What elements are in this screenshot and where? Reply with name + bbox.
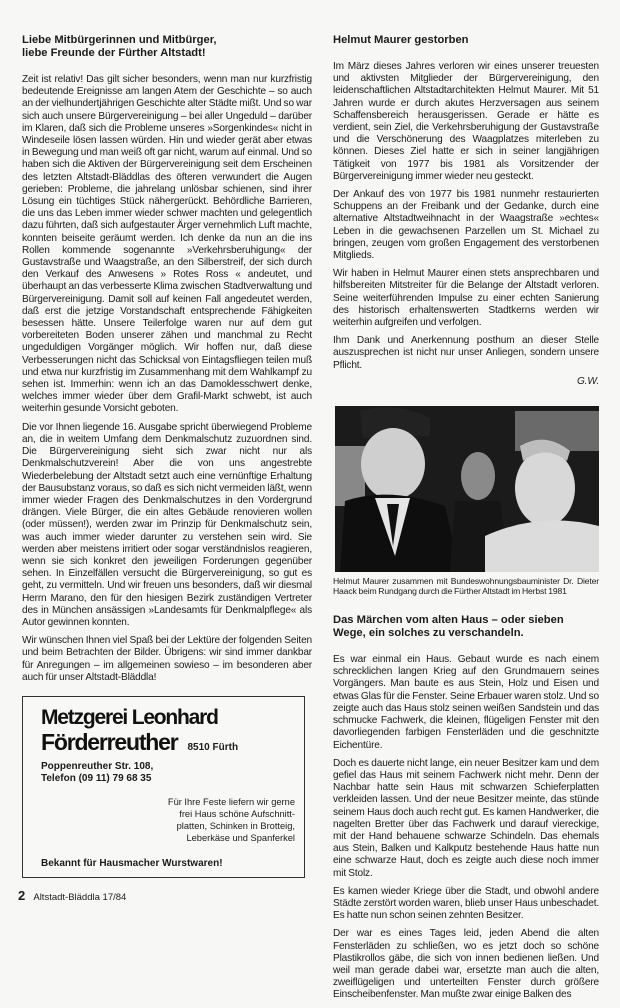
page-number: 2 bbox=[18, 887, 26, 903]
ad-name-row bbox=[41, 730, 295, 755]
story-paragraph: Doch es dauerte nicht lange, ein neuer Besitzer kam und dem gefiel das Haus mit seinem Fachwerk nicht mehr. Denn der Nachbar hatte sein Haus mit schwarzen Schieferplatten verkleiden lassen. Und der neue Besitzer meinte, das stünde seinem Haus doch auch recht gut. Es kamen Handwerker, die nagelten Bretter über das Fachwerk und darauf viereckige, mit der Hand behauene schwarze Schindeln. Das ehemals aus Stein, Balken und Kalkputz bestehende Haus hatte nun eine schwarze Haut, doch es zeigte auch diese noch immer mit Stolz. bbox=[333, 757, 599, 879]
ad-offer: Für Ihre Feste liefern wir gerne frei Haus schöne Aufschnitt- platten, Schinken in Brotteig, Leberkäse und Spanferkel bbox=[167, 796, 295, 843]
story-paragraph: Es war einmal ein Haus. Gebaut wurde es nach einem schrecklichen langen Krieg auf den Grundmauern seines Vorgängers. Man baute es aus Stein, Holz und Eisen und etwas Glas für die Fenster. Seine Erbauer waren stolz. Und so zeigte auch das Haus stolz seinen weißen Sandstein und das schmucke Fachwerk, die kleinen, flügeligen Fenster mit den davorliegenden farbigen Fensterläden und die geschnitzte Eichentüre. bbox=[333, 654, 599, 751]
photo-image bbox=[335, 406, 599, 572]
obituary-paragraph: Der Ankauf des von 1977 bis 1981 nunmehr restaurierten Schuppens an der Freibank und der Gedanke, durch eine alternative Altstadtweihnacht in der Waagstraße »echtes« Leben in die gewachsenen Parzellen um St. Michael zu bringen, zeugen vom großen Engagement des verstorbenen Mitglieds. bbox=[333, 189, 599, 262]
editorial-column bbox=[18, 34, 312, 903]
page-footer bbox=[18, 888, 312, 903]
photo-caption: Helmut Maurer zusammen mit Bundeswohnungsbauminister Dr. Dieter Haack beim Rundgang durch die Fürther Altstadt im Herbst 1981 bbox=[333, 576, 599, 597]
ad-address: Poppenreuther Str. 108, Telefon (09 11) 79 68 35 bbox=[41, 760, 154, 785]
obituary-title: Helmut Maurer gestorben bbox=[333, 34, 469, 46]
signature: G.W. bbox=[576, 375, 599, 387]
ad-name-line1: Metzgerei Leonhard bbox=[41, 705, 218, 729]
ad-slogan: Bekannt für Hausmacher Wurstwaren! bbox=[41, 857, 223, 869]
story-paragraph: Es kamen wieder Kriege über die Stadt, und obwohl andere Städte zerstört worden waren, blieb unser Haus unbeschadet. Es hatte nun schon seinen zehnten Besitzer. bbox=[333, 885, 599, 922]
editorial-paragraph: Zeit ist relativ! Das gilt sicher besonders, wenn man nur kurzfristig bedeutende Ereignisse am langen Atem der Geschichte – so auch an der vielhundertjährigen Geschichte alter Städte mißt. Und so war sich auch unsere Bürgervereinigung – bei aller Ungeduld – darüber im Klaren, daß sich die Probleme unseres »Sorgenkindes« nicht in Windeseile lösen lassen würden. Hin und wieder gerät aber etwas in Bewegung und man weiß oft gar nicht, warum auf einmal. Und so haben sich die Aktiven der Bürgervereinigung seit dem Erscheinen des letzten Altstadt-Bläddlas des öfteren verwundert die Augen gerieben: Probleme, die jahrelang unlösbar schienen, sind ihrer Lösung ein tüchtiges Stück nähergerückt. Behördliche Barrieren, die uns das Leben immer wieder schwer machten und gelegentlich dazu führten, daß sich aufgestauter Ärger vernehmlich Luft machte, konnten beiseite geräumt werden. Ich denke da nun an die ins Rollen kommende sogenannte »Verkehrsberuhigung« der Gustavstraße und Waagstraße, an den Silberstreif, der sich durch den Verkauf des Anwesens » Rotes Ross « andeutet, und überhaupt an das verbesserte Klima zwischen Stadtverwaltung und Bürgervereinigung. Damit soll auf keinen Fall angedeutet werden, daß erst die jetzige Vorstandschaft entsprechende Fähigkeiten besessen hätte. Unsere Teilerfolge waren nur auf dem gut vorbereiteten Boden unserer zähen und manchmal zu Recht ungeduldigen Vorgänger möglich. Wir hoffen nur, daß diese Verbesserungen nicht das Schicksal von Eintagsfliegen teilen muß und etwa nur kurzfristig im Zusammenhang mit dem Wahlkampf zu sehen ist. Immerhin: wenn ich an das Damoklesschwert denke, welches immer wieder über dem Grafil-Markt schwebt, ist auch weiterhin gesunde Vorsicht geboten. bbox=[22, 74, 312, 415]
story-paragraph: Der war es eines Tages leid, jeden Abend die alten Fensterläden zu schließen, wo es jetzt doch so schöne Plastikrollos gäbe, die sich von innen bedienen ließen. Und weil man gerade dabei war, ersetzte man auch die alten, zweiflügeligen und unterteilten Fenster durch größere Einscheibenfenster. Man mußte zwar einige Balken des bbox=[333, 928, 599, 1001]
story-title: Das Märchen vom alten Haus – oder sieben Wege, ein solches zu verschandeln. bbox=[333, 614, 564, 640]
publication-name: Altstadt-Bläddla 17/84 bbox=[33, 891, 127, 903]
butcher-advertisement bbox=[22, 696, 305, 878]
editorial-title: Liebe Mitbürgerinnen und Mitbürger, liebe Freunde der Fürther Altstadt! bbox=[22, 34, 217, 59]
right-column bbox=[333, 34, 599, 1008]
obituary-paragraph: Wir haben in Helmut Maurer einen stets ansprechbaren und hilfsbereiten Mitstreiter für die Belange der Altstadt verloren. Seine weiterführenden Impulse zu einer echten Sanierung des historisch erhaltenswerten Stadtkerns werden wir weiterhin aufgreifen und verfolgen. bbox=[333, 268, 599, 329]
ad-name-line2: Förderreuther bbox=[41, 728, 178, 755]
editorial-paragraph: Wir wünschen Ihnen viel Spaß bei der Lektüre der folgenden Seiten und beim Betrachten der Bilder. Übrigens: wir sind immer dankbar für Anregungen – im allgemeinen sowieso – im besonderen aber auch für unser Altstadt-Bläddla! bbox=[22, 635, 312, 683]
obituary-paragraph: Ihm Dank und Anerkennung posthum an dieser Stelle auszusprechen ist nicht nur unser Anliegen, sondern unsere Pflicht. bbox=[333, 335, 599, 371]
ad-city: 8510 Fürth bbox=[187, 741, 239, 753]
editorial-paragraph: Die vor Ihnen liegende 16. Ausgabe spricht überwiegend Probleme an, die in weitem Umfang dem Denkmalschutz zuzuordnen sind. Die Bürgervereinigung sieht sich zwar nicht nur als Denkmalschutzverein! Aber die von uns angestrebte Wiederbelebung der Altstadt setzt auch eine vernünftige Erhaltung der Bausubstanz voraus, so daß es sich nicht vermeiden läßt, wenn immer wieder Fragen des Denkmalschutzes in den Vordergrund drängen. Viele Bürger, die ein altes Gebäude renovieren wollen (oder müssen!), werden zwar im Prinzip für Denkmalschutz sein, was auch immer wieder darunter zu verstehen sein wird. Sie werden aber meistens irritiert oder sogar verständnislos reagieren, wenn sie sich konkret den jeweiligen Forderungen gegenüber sehen. In Einzelfällen versucht die Bürgervereinigung, so gut es geht, zu vermitteln. Und wir freuen uns besonders, daß wir diesmal Herrn Marano, den für den hiesigen Bezirk zuständigen Vertreter des in München ansässigen »Landesamts für Denkmalpflege« als Autor gewinnen konnten. bbox=[22, 421, 312, 628]
photo-two-men bbox=[335, 406, 599, 572]
obituary-paragraph: Im März dieses Jahres verloren wir eines unserer treuesten und aktivsten Mitglieder der Bürgervereinigung, den leidenschaftlichen Altstadtarchitekten Helmut Maurer. Mit 51 Jahren wurde er durch akutes Herzversagen aus seinem Schaffensbereich herausgerissen. Gerade er hätte es verdient, sein Ziel, die Verkehrsberuhigung der Gustavstraße und die Verschönerung des Waagplatzes miterleben zu können. Dieses Ziel hatte er sich in seiner langjährigen Tätigkeit von 1977 bis 1981 als Vorsitzender der Bürgervereinigung immer wieder neu gesteckt. bbox=[333, 61, 599, 182]
